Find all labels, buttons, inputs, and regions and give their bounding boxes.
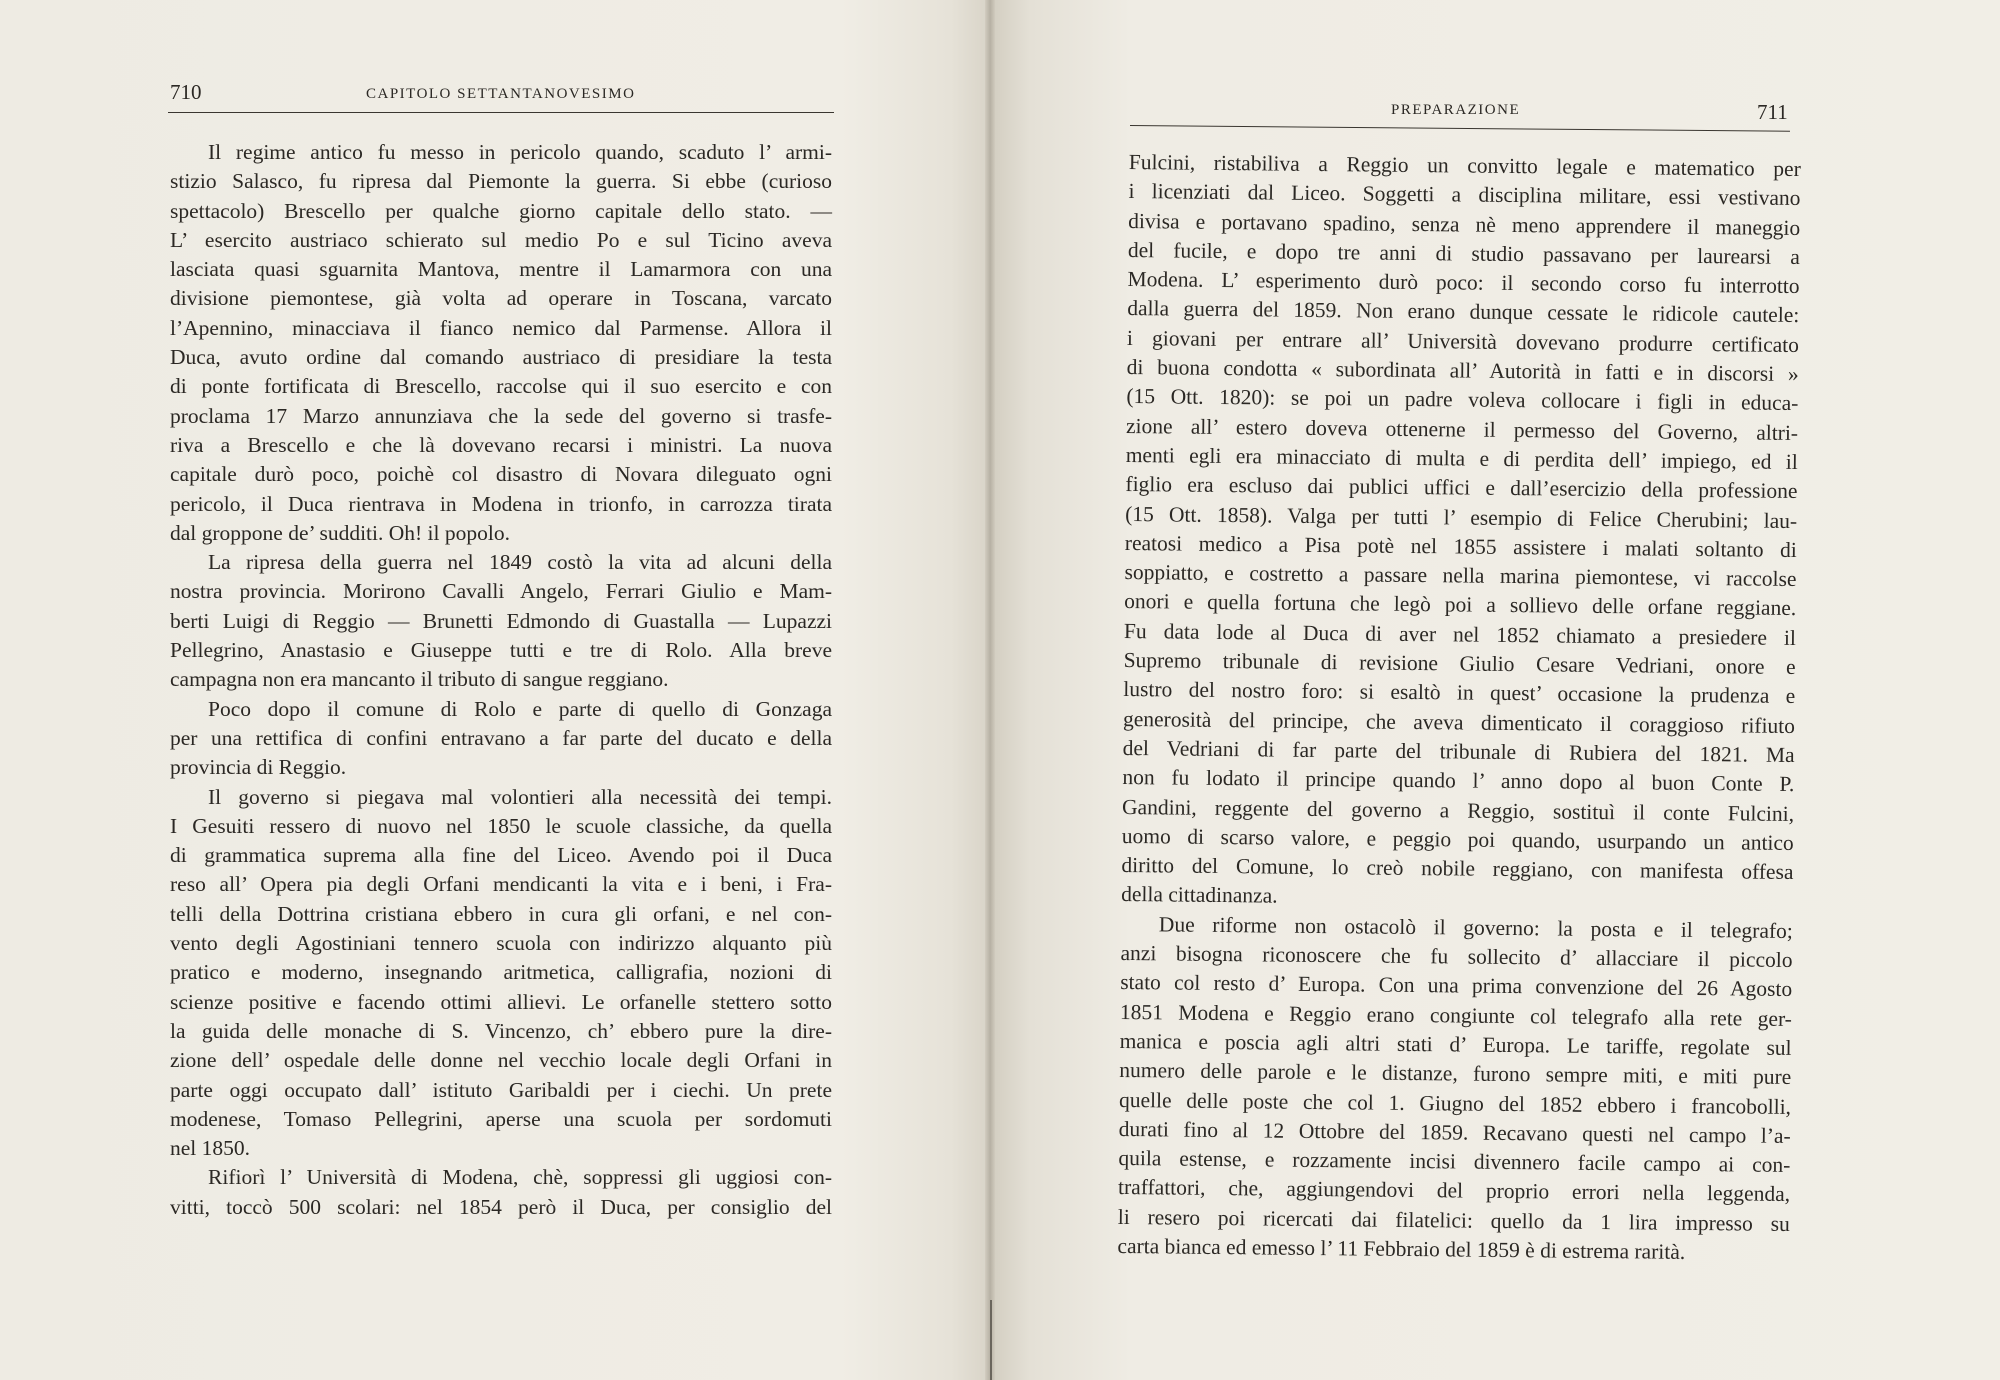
text-line: Duca, avuto ordine dal comando austriaco di presidiare la testa [170, 345, 832, 370]
text-line: stato col resto d’ Europa. Con una prima convenzione del 26 Agosto [1120, 970, 1793, 1002]
text-line: diritto del Comune, lo creò nobile reggiano, con manifesta offesa [1121, 853, 1794, 885]
text-line: reso all’ Opera pia degli Orfani mendicanti la vita e i beni, i Fra- [170, 872, 832, 897]
text-line: della cittadinanza. [1121, 882, 1278, 909]
text-line: non fu lodato il principe quando l’ anno dopo al buon Conte P. [1122, 765, 1795, 797]
left-page [0, 0, 990, 1380]
text-line: menti egli era minacciato di multa e di perdita dell’ impiego, ed il [1125, 442, 1798, 474]
text-line: vitti, toccò 500 scolari: nel 1854 però il Duca, per consiglio del [170, 1194, 832, 1219]
text-line: durati fino al 12 Ottobre del 1859. Recavano questi nel campo l’a- [1118, 1116, 1791, 1148]
text-line: Supremo tribunale di revisione Giulio Cesare Vedriani, onore e [1123, 648, 1796, 680]
text-line: del Vedriani di far parte del tribunale di Rubiera del 1821. Ma [1122, 735, 1795, 767]
text-line: capitale durò poco, poichè col disastro di Novara dileguato ogni [170, 462, 832, 487]
text-line: L’ esercito austriaco schierato sul medio Po e sul Ticino aveva [170, 227, 832, 252]
text-line: zione dell’ ospedale delle donne nel vecchio locale degli Orfani in [170, 1048, 832, 1073]
text-line: quila estense, e rozzamente incisi divennero facile campo ai con- [1118, 1146, 1791, 1178]
text-line: anzi bisogna riconoscere che fu sollecito d’ allacciare il piccolo [1120, 940, 1793, 973]
text-line: Il governo si piegava mal volontieri alla necessità dei tempi. [208, 784, 832, 809]
text-line: Due riforme non ostacolò il governo: la posta e il telegrafo; [1158, 912, 1793, 943]
text-line: Fu data lode al Duca di aver nel 1852 chiamato a presiedere il [1123, 618, 1797, 650]
text-line: soppiatto, e costretto a passare nella marina piemontese, vi raccolse [1124, 560, 1797, 592]
text-line: spettacolo) Brescello per qualche giorno capitale dello stato. — [170, 198, 832, 223]
text-line: proclama 17 Marzo annunziava che la sede del governo si trasfe- [170, 403, 832, 428]
text-line: di grammatica suprema alla fine del Liceo. Avendo poi il Duca [170, 843, 832, 868]
text-line: I Gesuiti ressero di nuovo nel 1850 le scuole classiche, da quella [170, 813, 832, 838]
text-line: carta bianca ed emesso l’ 11 Febbraio del 1859 è di estrema rarità. [1117, 1233, 1686, 1264]
text-line: traffattori, che, aggiungendovi del proprio errori nella leggenda, [1117, 1175, 1791, 1207]
text-line: pericolo, il Duca rientrava in Modena in trionfo, in carrozza tirata [170, 491, 832, 516]
text-line: manica e poscia agli altri stati d’ Europa. Le tariffe, regolate sul [1119, 1028, 1792, 1060]
text-line: generosità del principe, che aveva dimenticato il coraggioso rifiuto [1122, 706, 1796, 738]
text-line: i licenziati dal Liceo. Soggetti a disciplina militare, essi vestivano [1128, 179, 1801, 211]
text-line: berti Luigi di Reggio — Brunetti Edmondo di Guastalla — Lupazzi [170, 608, 832, 633]
text-line: zione all’ estero doveva ottenerne il permesso del Governo, altri- [1125, 413, 1799, 445]
text-line: campagna non era mancanto il tributo di sangue reggiano. [170, 667, 669, 692]
text-line: telli della Dottrina cristiana ebbero in cura gli orfani, e nel con- [170, 901, 832, 926]
text-line: (15 Ott. 1858). Valga per tutti l’ esempio di Felice Cherubini; lau- [1125, 501, 1798, 533]
text-line: onori e quella fortuna che legò poi a sollievo delle orfane reggiane. [1124, 589, 1797, 621]
text-line: pratico e moderno, insegnando aritmetica, calligrafia, nozioni di [170, 960, 832, 985]
text-line: Fulcini, ristabiliva a Reggio un convitto legale e matematico per [1128, 149, 1801, 182]
text-line: divisa e portavano spadino, senza nè meno apprendere il maneggio [1128, 208, 1801, 240]
book-gutter [985, 0, 995, 1380]
text-line: quelle delle poste che col 1. Giugno del 1852 ebbero i francobolli, [1118, 1087, 1792, 1119]
text-line: La ripresa della guerra nel 1849 costò la vita ad alcuni della [208, 550, 832, 575]
text-line: di ponte fortificata di Brescello, raccolse qui il suo esercito e con [170, 374, 832, 399]
text-line: uomo di scarso valore, e peggio poi quando, usurpando un antico [1121, 823, 1794, 855]
text-line: divisione piemontese, già volta ad operare in Toscana, varcato [170, 286, 832, 311]
text-line: Pellegrino, Anastasio e Giuseppe tutti e tre di Rolo. Alla breve [170, 638, 832, 663]
right-header-rule [1130, 125, 1790, 132]
text-line: dalla guerra del 1859. Non erano dunque cessate le ridicole cautele: [1127, 296, 1800, 328]
text-line: per una rettifica di confini entravano a far parte del ducato e della [170, 725, 832, 750]
text-line: la guida delle monache di S. Vincenzo, ch’ ebbero pure la dire- [170, 1018, 832, 1043]
text-line: li resero poi ricercati dai filatelici: quello da 1 lira impresso su [1117, 1204, 1790, 1236]
text-line: del fucile, e dopo tre anni di studio passavano per laurearsi a [1127, 237, 1801, 269]
text-line: (15 Ott. 1820): se poi un padre voleva collocare i figli in educa- [1126, 384, 1799, 416]
text-line: Rifiorì l’ Università di Modena, chè, soppressi gli uggiosi con- [208, 1165, 832, 1190]
text-line: Poco dopo il comune di Rolo e parte di quello di Gonzaga [208, 696, 832, 721]
text-line: dal groppone de’ sudditi. Oh! il popolo. [170, 520, 510, 545]
text-line: Il regime antico fu messo in pericolo quando, scaduto l’ armi- [208, 140, 832, 164]
right-body-text [1117, 148, 1801, 1268]
left-body-text [170, 138, 832, 1222]
text-line: lasciata quasi sguarnita Mantova, mentre il Lamarmora con una [170, 257, 832, 282]
text-line: stizio Salasco, fu ripresa dal Piemonte la guerra. Si ebbe (curioso [170, 169, 832, 194]
left-header-rule [168, 112, 834, 113]
text-line: lustro del nostro foro: si esaltò in quest’ occasione la prudenza e [1123, 677, 1796, 709]
gutter-mark [990, 1300, 992, 1380]
right-page [990, 0, 2000, 1380]
text-line: modenese, Tomaso Pellegrini, aperse una scuola per sordomuti [170, 1106, 832, 1131]
text-line: nel 1850. [170, 1136, 251, 1161]
text-line: figlio era escluso dai publici uffici e dall’esercizio della professione [1125, 472, 1798, 504]
text-line: nostra provincia. Morirono Cavalli Angelo, Ferrari Giulio e Mam- [170, 579, 832, 604]
text-line: parte oggi occupato dall’ istituto Garibaldi per i ciechi. Un prete [170, 1077, 832, 1102]
right-running-head: PREPARAZIONE [1391, 102, 1521, 118]
text-line: vento degli Agostiniani tennero scuola con indirizzo alquanto più [170, 931, 832, 956]
text-line: numero delle parole e le distanze, furono sempre miti, e miti pure [1119, 1058, 1792, 1090]
left-running-head: CAPITOLO SETTANTANOVESIMO [366, 86, 636, 102]
text-line: di buona condotta « subordinata all’ Autorità in fatti e in discorsi » [1126, 355, 1799, 387]
text-line: Gandini, reggente del governo a Reggio, sostituì il conte Fulcini, [1121, 794, 1795, 826]
text-line: l’Apennino, minacciava il fianco nemico dal Parmense. Allora il [170, 315, 832, 340]
text-line: scienze positive e facendo ottimi allievi. Le orfanelle stettero sotto [170, 989, 832, 1014]
text-line: provincia di Reggio. [170, 755, 347, 780]
text-line: i giovani per entrare all’ Università dovevano produrre certificato [1126, 325, 1800, 357]
text-line: 1851 Modena e Reggio erano congiunte col telegrafo alla rete ger- [1119, 999, 1793, 1031]
text-line: reatosi medico a Pisa potè nel 1855 assistere i malati soltanto di [1124, 530, 1797, 562]
right-page-number: 711 [1757, 100, 1788, 124]
left-page-number: 710 [170, 80, 202, 104]
text-line: Modena. L’ esperimento durò poco: il secondo corso fu interrotto [1127, 267, 1800, 299]
text-line: riva a Brescello e che là dovevano recarsi i ministri. La nuova [170, 432, 832, 457]
